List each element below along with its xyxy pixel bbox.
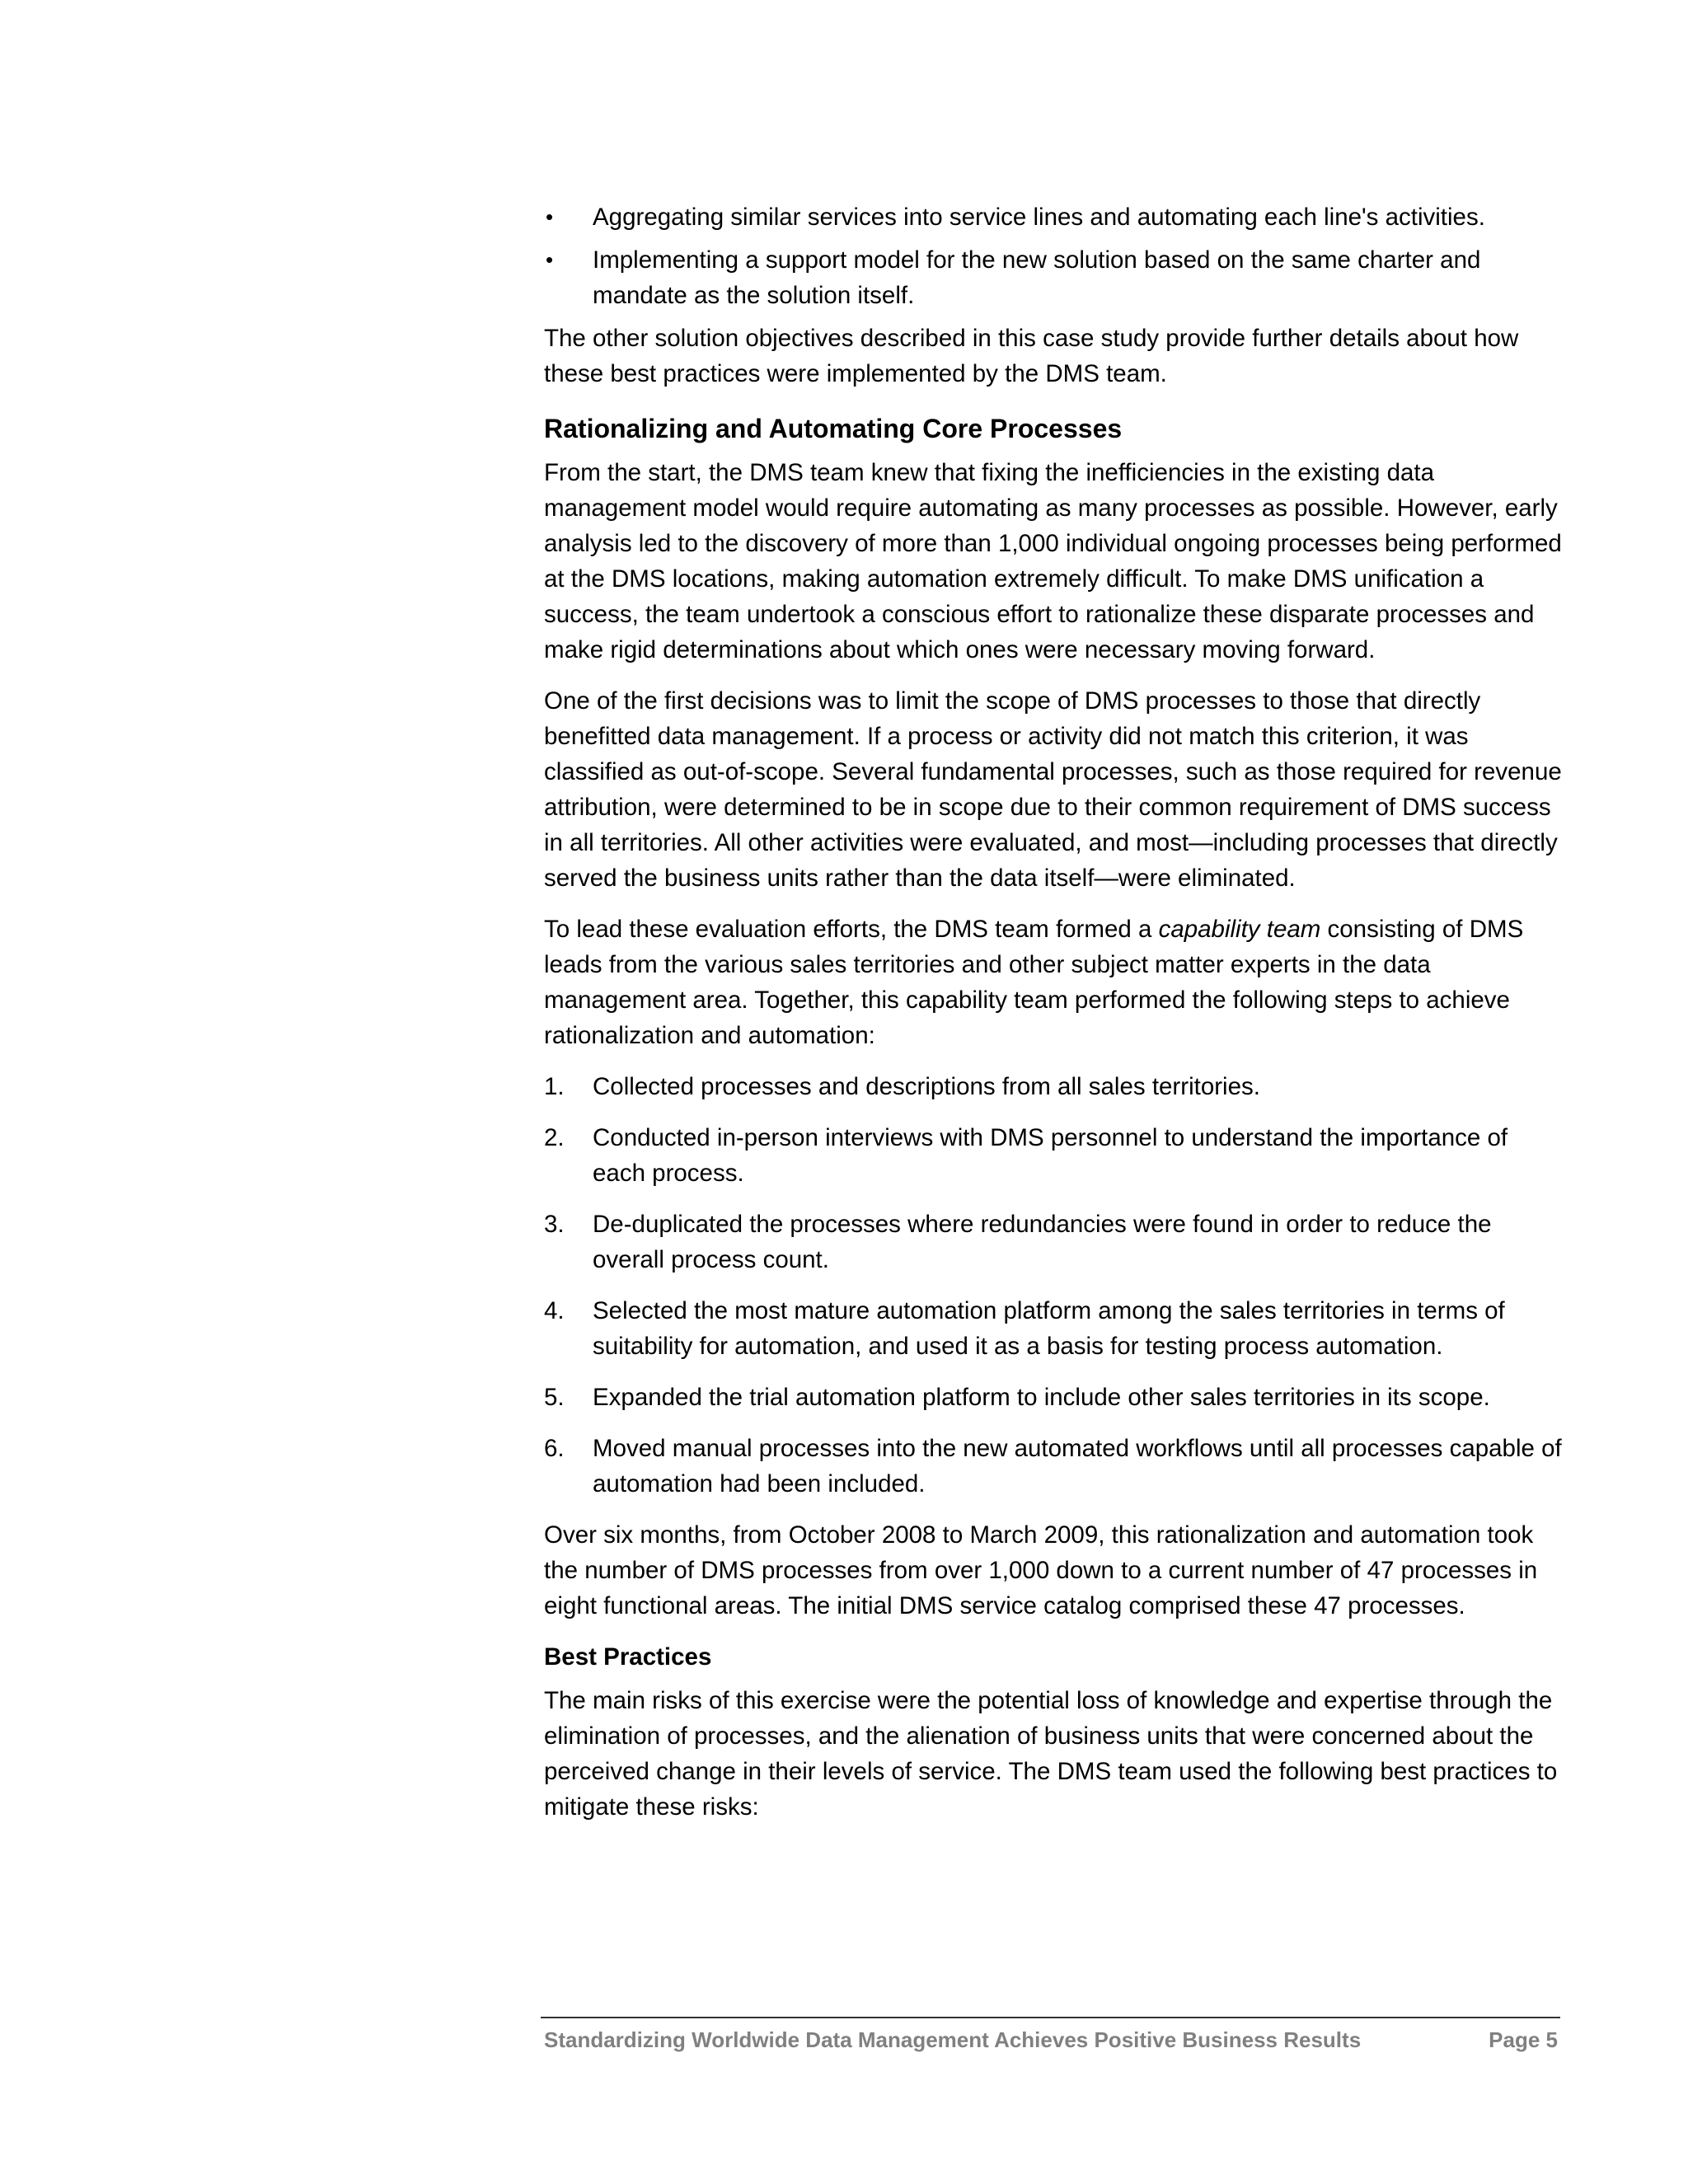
step-item xyxy=(544,1120,1566,1191)
paragraph-text: consisting of DMS leads from the various sales territories and other subject matter experts in the data management area. Together, this capability team performed the following steps to achieve rationalization and automation: xyxy=(544,916,1524,1049)
step-text: Conducted in-person interviews with DMS personnel to understand the importance of each process. xyxy=(593,1124,1508,1187)
step-item xyxy=(544,1380,1566,1415)
footer-divider xyxy=(541,2017,1560,2018)
step-number: 6. xyxy=(544,1435,565,1462)
step-number: 5. xyxy=(544,1384,565,1411)
emphasized-term: capability team xyxy=(1158,916,1321,943)
step-text: De-duplicated the processes where redundancies were found in order to reduce the overall process count. xyxy=(593,1211,1492,1273)
paragraph-results: Over six months, from October 2008 to March 2009, this rationalization and automation took the number of DMS processes from over 1,000 down to a current number of 47 processes in eight functional areas. The initial DMS service catalog comprised these 47 processes. xyxy=(544,1521,1538,1619)
steps-list xyxy=(544,1069,1566,1502)
step-item xyxy=(544,1293,1566,1364)
step-text: Selected the most mature automation platform among the sales territories in terms of suitability for automation, and used it as a basis for testing process automation. xyxy=(593,1297,1505,1360)
bullet-text: Implementing a support model for the new solution based on the same charter and mandate as the solution itself. xyxy=(593,246,1481,309)
bullet-item xyxy=(544,242,1566,313)
step-text: Collected processes and descriptions from all sales territories. xyxy=(593,1073,1260,1100)
step-number: 1. xyxy=(544,1073,565,1100)
step-item xyxy=(544,1431,1566,1502)
step-number: 4. xyxy=(544,1297,565,1324)
paragraph-capability-team xyxy=(544,912,1566,1053)
bullet-icon: • xyxy=(546,204,554,229)
intro-paragraph: The other solution objectives described in this case study provide further details about how these best practices were implemented by the DMS team. xyxy=(544,325,1519,387)
step-number: 2. xyxy=(544,1124,565,1151)
footer-document-title: Standardizing Worldwide Data Management Achieves Positive Business Results xyxy=(544,2027,1362,2052)
intro-bullet-list xyxy=(544,199,1566,313)
bullet-item xyxy=(544,199,1566,235)
step-item xyxy=(544,1207,1566,1277)
paragraph-scope: One of the first decisions was to limit the scope of DMS processes to those that directly benefitted data management. If a process or activity did not match this criterion, it was classified as out-of-scope. Several fundamental processes, such as those required for revenue attribution, were determined to be in scope due to their common requirement of DMS success in all territories. All other activities were evaluated, and most—including processes that directly served the business units rather than the data itself—were eliminated. xyxy=(544,687,1562,892)
paragraph-risks: The main risks of this exercise were the potential loss of knowledge and expertise through the elimination of processes, and the alienation of business units that were concerned about the perceived change in their levels of service. The DMS team used the following best practices to mitigate these risks: xyxy=(544,1687,1558,1821)
section-heading: Rationalizing and Automating Core Processes xyxy=(544,414,1123,443)
paragraph-discovery: From the start, the DMS team knew that fixing the inefficiencies in the existing data management model would require automating as many processes as possible. However, early analysis led to the discovery of more than 1,000 individual ongoing processes being performed at the DMS locations, making automation extremely difficult. To make DMS unification a success, the team undertook a conscious effort to rationalize these disparate processes and make rigid determinations about which ones were necessary moving forward. xyxy=(544,459,1562,663)
step-text: Expanded the trial automation platform to include other sales territories in its scope. xyxy=(593,1384,1490,1411)
bullet-icon: • xyxy=(546,247,554,272)
step-text: Moved manual processes into the new automated workflows until all processes capable of automation had been included. xyxy=(593,1435,1562,1497)
footer-page-number: Page 5 xyxy=(1489,2027,1558,2052)
step-number: 3. xyxy=(544,1211,565,1238)
subheading-best-practices: Best Practices xyxy=(544,1643,712,1671)
document-body xyxy=(544,199,1566,1840)
step-item xyxy=(544,1069,1566,1104)
paragraph-text: To lead these evaluation efforts, the DMS team formed a xyxy=(544,916,1159,943)
bullet-text: Aggregating similar services into service lines and automating each line's activities. xyxy=(593,204,1485,231)
